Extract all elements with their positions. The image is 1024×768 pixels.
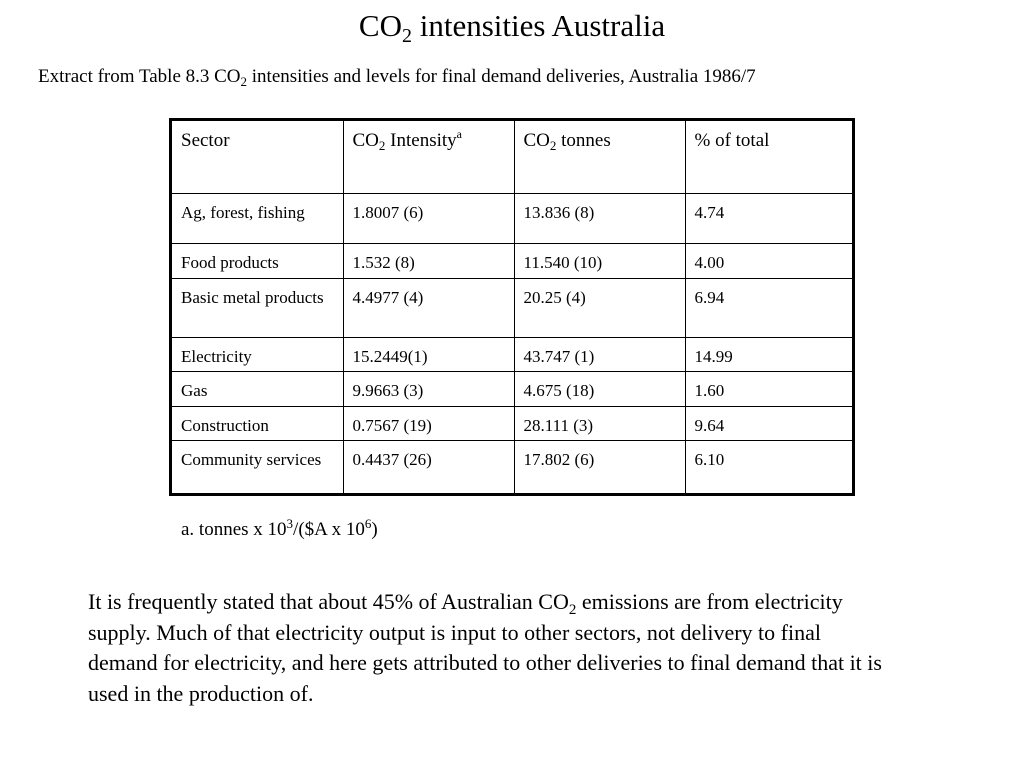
cell-tonnes: 4.675 (18) [514, 371, 685, 406]
table-row [172, 337, 852, 371]
cell-intensity: 0.4437 (26) [343, 440, 514, 495]
cell-tonnes: 11.540 (10) [514, 243, 685, 278]
table-row [172, 406, 852, 440]
cell-tonnes: 17.802 (6) [514, 440, 685, 495]
cell-percent: 1.60 [685, 371, 852, 406]
table-caption: Extract from Table 8.3 $CO_2$ intensities and levels for final demand deliveries, Australia 1986/7 [38, 66, 756, 89]
header-tonnes: $CO_2$ tonnes [514, 121, 685, 193]
cell-intensity: 15.2449(1) [343, 337, 514, 371]
cell-percent: 4.00 [685, 243, 852, 278]
cell-intensity: 0.7567 (19) [343, 406, 514, 440]
data-table [169, 118, 855, 496]
cell-percent: 6.94 [685, 278, 852, 337]
cell-sector: Construction [172, 406, 343, 440]
cell-sector: Gas [172, 371, 343, 406]
table-row [172, 243, 852, 278]
cell-percent: 9.64 [685, 406, 852, 440]
cell-sector: Ag, forest, fishing [172, 193, 343, 243]
header-sector: Sector [172, 121, 343, 193]
table-header-row [172, 121, 852, 193]
table-row [172, 440, 852, 495]
cell-percent: 4.74 [685, 193, 852, 243]
cell-intensity: 1.532 (8) [343, 243, 514, 278]
cell-intensity: 1.8007 (6) [343, 193, 514, 243]
body-paragraph: It is frequently stated that about 45% of Australian $CO_2$ emissions are from electricity supply. Much of that electricity output is input to other sectors, not delivery to final demand for electricity, and here gets attributed to other deliveries to final demand that it is used in the production of. [88, 589, 882, 706]
cell-sector: Electricity [172, 337, 343, 371]
table-row [172, 278, 852, 337]
page-title: $CO_2$ intensities Australia [358, 8, 666, 47]
cell-sector: Community services [172, 440, 343, 495]
table-footnote: a. tonnes x $10^3/(\$A$ x $10^6$) [181, 516, 378, 540]
table-row [172, 371, 852, 406]
cell-sector: Basic metal products [172, 278, 343, 337]
cell-tonnes: 20.25 (4) [514, 278, 685, 337]
header-percent: % of total [685, 121, 852, 193]
cell-percent: 14.99 [685, 337, 852, 371]
table-row [172, 193, 852, 243]
header-intensity: $CO_2$ Intensity$^a$ [343, 121, 514, 193]
cell-sector: Food products [172, 243, 343, 278]
cell-intensity: 9.9663 (3) [343, 371, 514, 406]
cell-intensity: 4.4977 (4) [343, 278, 514, 337]
cell-tonnes: 28.111 (3) [514, 406, 685, 440]
cell-tonnes: 43.747 (1) [514, 337, 685, 371]
cell-tonnes: 13.836 (8) [514, 193, 685, 243]
cell-percent: 6.10 [685, 440, 852, 495]
